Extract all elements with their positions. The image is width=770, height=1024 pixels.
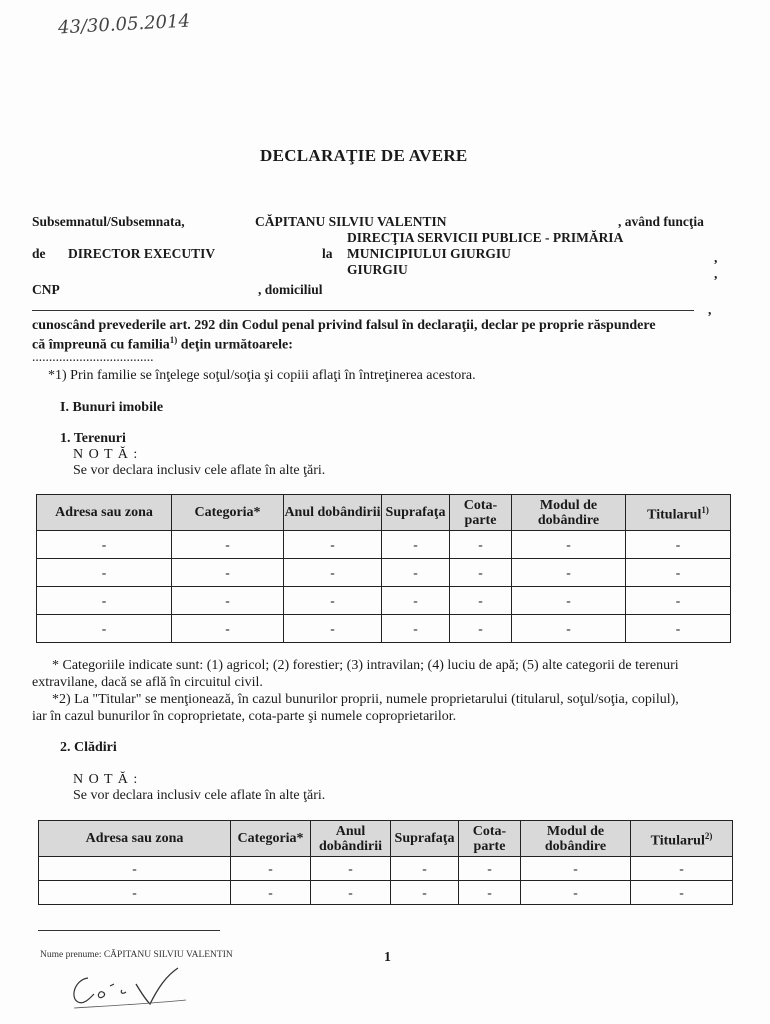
cell: - — [311, 857, 391, 881]
cell: - — [450, 615, 512, 643]
familia-footnote-ref: 1) — [169, 335, 178, 345]
col-cota: Cota-parte — [450, 495, 512, 531]
page-number: 1 — [384, 950, 391, 965]
comma-1: , — [714, 250, 718, 265]
cladiri-nota-text: Se vor declara inclusiv cele aflate în alte ţări. — [73, 788, 326, 803]
domiciliu-line — [32, 310, 694, 311]
cell: - — [284, 615, 382, 643]
col-categoria: Categoria* — [231, 821, 311, 857]
comma-3: , — [708, 302, 712, 317]
cell: - — [284, 531, 382, 559]
table-row — [39, 881, 733, 905]
cell: - — [382, 559, 450, 587]
cell: - — [172, 587, 284, 615]
cell: - — [391, 857, 459, 881]
cell: - — [382, 531, 450, 559]
cell: - — [521, 857, 631, 881]
cell: - — [231, 857, 311, 881]
de-label: de — [32, 246, 46, 261]
cell: - — [626, 587, 731, 615]
col-adresa: Adresa sau zona — [37, 495, 172, 531]
cell: - — [450, 559, 512, 587]
cell: - — [512, 587, 626, 615]
cell: - — [311, 881, 391, 905]
col-titular — [631, 821, 733, 857]
cell: - — [382, 587, 450, 615]
categorii-note-1: * Categoriile indicate sunt: (1) agricol; (2) forestier; (3) intravilan; (4) luciu de apă; (5) alte categorii de terenuri — [52, 658, 679, 673]
col-categoria: Categoria* — [172, 495, 284, 531]
cell: - — [172, 615, 284, 643]
cell: - — [512, 615, 626, 643]
cell: - — [512, 559, 626, 587]
footer-name: Nume prenume: CĂPITANU SILVIU VALENTIN — [40, 950, 233, 960]
cell: - — [39, 857, 231, 881]
col-anul: Anul dobândirii — [284, 495, 382, 531]
cell: - — [521, 881, 631, 905]
statement-dots: .................................... — [32, 349, 154, 364]
cell: - — [450, 587, 512, 615]
page-title: DECLARAŢIE DE AVERE — [260, 146, 468, 165]
table-row — [37, 559, 731, 587]
cell: - — [512, 531, 626, 559]
col-modul: Modul de dobândire — [512, 495, 626, 531]
table-row — [37, 615, 731, 643]
signature-image — [66, 964, 196, 1014]
cell: - — [172, 531, 284, 559]
titular-footnote-ref: 2) — [704, 830, 713, 841]
cell: - — [626, 531, 731, 559]
col-suprafata: Suprafaţa — [391, 821, 459, 857]
cell: - — [37, 587, 172, 615]
function-value: DIRECTOR EXECUTIV — [68, 246, 216, 261]
terenuri-header-row — [37, 495, 731, 531]
cladiri-nota: N O T Ă : — [73, 772, 139, 787]
cnp-label: CNP — [32, 282, 60, 297]
statement-line2-b: deţin următoarele: — [177, 337, 293, 353]
cell: - — [382, 615, 450, 643]
institution-line1: DIRECŢIA SERVICII PUBLICE - PRIMĂRIA — [347, 230, 624, 245]
table-row — [39, 857, 733, 881]
col-adresa: Adresa sau zona — [39, 821, 231, 857]
col-cota: Cota-parte — [459, 821, 521, 857]
cell: - — [626, 615, 731, 643]
cell: - — [231, 881, 311, 905]
footer-divider — [38, 930, 220, 931]
familia-footnote: *1) Prin familie se înţelege soţul/soţia şi copiii aflaţi în întreţinerea acestora. — [48, 368, 476, 383]
cell: - — [626, 559, 731, 587]
col-modul: Modul de dobândire — [521, 821, 631, 857]
subsemnatul-label: Subsemnatul/Subsemnata, — [32, 214, 185, 229]
col-titular-label: Titularul — [647, 507, 702, 523]
cell: - — [37, 531, 172, 559]
cell: - — [631, 881, 733, 905]
cladiri-table — [38, 820, 733, 905]
terenuri-nota: N O T Ă : — [73, 447, 139, 462]
titular-note-2: iar în cazul bunurilor în coproprietate, cota-parte şi numele coproprietarilor. — [32, 709, 457, 724]
titular-note-1: *2) La "Titular" se menţionează, în cazul bunurilor proprii, numele proprietarului (titularul, soţul/soţia, copilul), — [52, 692, 679, 707]
col-titular — [626, 495, 731, 531]
col-titular-label: Titularul — [650, 833, 705, 849]
section-bunuri-imobile: I. Bunuri imobile — [60, 400, 164, 415]
section-terenuri: 1. Terenuri — [60, 431, 126, 446]
categorii-note-2: extravilane, dacă se află în circuitul civil. — [32, 675, 263, 690]
titular-footnote-ref: 1) — [701, 504, 709, 515]
comma-2: , — [714, 266, 718, 281]
cell: - — [37, 559, 172, 587]
section-cladiri: 2. Clădiri — [60, 740, 117, 755]
cell: - — [459, 881, 521, 905]
cell: - — [37, 615, 172, 643]
terenuri-nota-text: Se vor declara inclusiv cele aflate în alte ţări. — [73, 463, 326, 478]
cell: - — [172, 559, 284, 587]
institution-line3: GIURGIU — [347, 262, 408, 277]
avand-functia-label: , având funcţia — [618, 214, 704, 229]
cell: - — [631, 857, 733, 881]
table-row — [37, 587, 731, 615]
col-anul: Anul dobândirii — [311, 821, 391, 857]
cell: - — [39, 881, 231, 905]
statement-line1: cunoscând prevederile art. 292 din Codul penal privind falsul în declaraţii, declar pe proprie răspundere — [32, 318, 656, 333]
table-row — [37, 531, 731, 559]
cell: - — [284, 559, 382, 587]
la-label: la — [322, 246, 333, 261]
cell: - — [450, 531, 512, 559]
col-suprafata: Suprafaţa — [382, 495, 450, 531]
cell: - — [459, 857, 521, 881]
terenuri-table — [36, 494, 731, 643]
declarant-name: CĂPITANU SILVIU VALENTIN — [255, 214, 447, 229]
statement-line2-a: că împreună cu familia — [32, 337, 170, 353]
cladiri-header-row — [39, 821, 733, 857]
institution-line2: MUNICIPIULUI GIURGIU — [347, 246, 511, 261]
cell: - — [391, 881, 459, 905]
registration-mark: 43/30.05.2014 — [57, 10, 191, 39]
cell: - — [284, 587, 382, 615]
domiciliul-label: , domiciliul — [258, 282, 323, 297]
